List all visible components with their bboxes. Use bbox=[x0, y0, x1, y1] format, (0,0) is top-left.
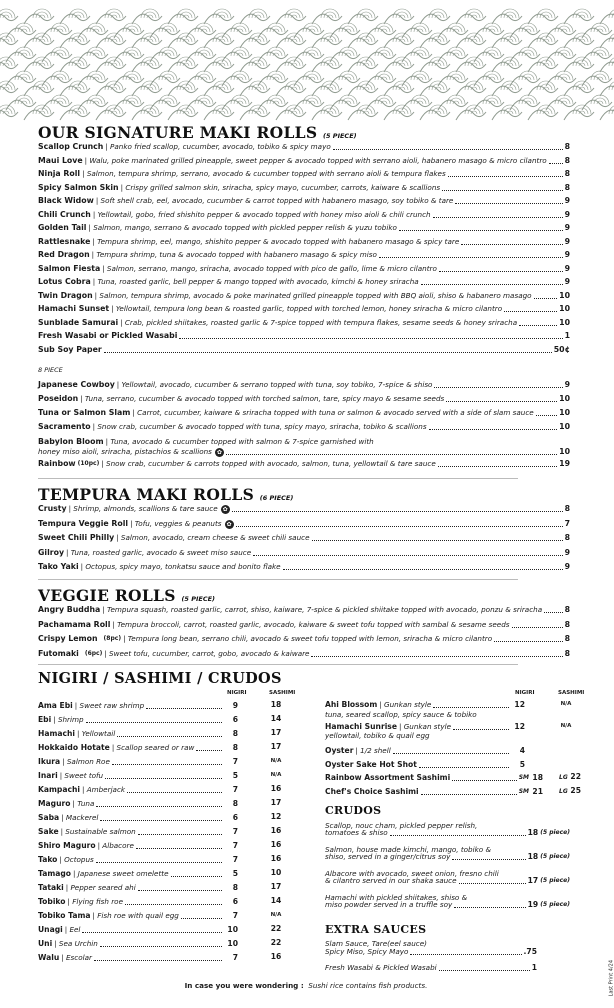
item-name: Ninja Roll bbox=[38, 169, 81, 178]
crudo-item bbox=[325, 851, 570, 862]
item-description: | Fish roe with quail egg bbox=[92, 911, 179, 920]
item-description: | Salmon, avocado, cream cheese & sweet chili sauce bbox=[116, 533, 310, 542]
item-price: 8 bbox=[564, 605, 570, 614]
item-description: | Walu, poke marinated grilled pineapple, sweet pepper & avocado topped with serrano aioli, habanero masago & micro cilantro bbox=[84, 155, 547, 165]
menu-item bbox=[38, 222, 570, 233]
item-price: 10 bbox=[559, 394, 570, 403]
item-name: Hokkaido Hotate bbox=[38, 743, 110, 752]
item-description: | Salmon, serrano, mango, sriracha, avocado topped with pico de gallo, lime & micro cilantro bbox=[102, 263, 437, 273]
piece-count: (5 piece) bbox=[540, 877, 570, 884]
nigiri-item bbox=[38, 896, 238, 907]
item-description: | Crispy grilled salmon skin, sriracha, spicy mayo, cucumber, carrots, kaiware & scallions bbox=[120, 182, 441, 192]
item-price: 9 bbox=[564, 250, 570, 259]
item-name: Scallop Crunch bbox=[38, 142, 104, 151]
nigiri-price: 8 bbox=[232, 883, 238, 892]
item-description: | Shrimp, almonds, scallions & tare sauce bbox=[68, 504, 218, 513]
menu-item-chefs-choice: Chef's Choice Sashimi SM 21 bbox=[325, 787, 543, 796]
item-name: Tamago bbox=[38, 869, 72, 878]
nigiri-price: 5 bbox=[232, 869, 238, 878]
sauce-line-1: Slam Sauce, Tare(eel sauce) bbox=[325, 939, 427, 948]
wave-stroke bbox=[0, 110, 18, 120]
item-name: Ebi bbox=[38, 715, 52, 724]
sashimi-price: 17 bbox=[270, 742, 282, 751]
nigiri-price: 10 bbox=[227, 939, 238, 948]
item-price: 7 bbox=[564, 518, 570, 528]
item-description: | Tofu, veggies & peanuts bbox=[130, 518, 222, 528]
crudo-description: Albacore with avocado, sweet onion, fresno chili bbox=[325, 869, 499, 878]
item-description: | Tuna, roasted garlic, avocado & sweet miso sauce bbox=[66, 547, 252, 557]
item-name: Hamachi bbox=[38, 729, 76, 738]
crudo-description: & cilantro served in our shaka sauce bbox=[325, 876, 457, 885]
item-price: 10 bbox=[559, 304, 570, 313]
menu-item bbox=[38, 561, 570, 572]
item-name: Tempura Veggie Roll bbox=[38, 518, 129, 528]
menu-item bbox=[38, 393, 570, 404]
item-name: Saba bbox=[38, 813, 60, 822]
item-price: 8 bbox=[564, 169, 570, 178]
menu-item bbox=[38, 249, 570, 260]
item-name: Maguro bbox=[38, 799, 71, 808]
item-price: 9 bbox=[564, 562, 570, 571]
menu-item bbox=[38, 263, 570, 274]
sashimi-price: 16 bbox=[270, 826, 282, 835]
spicy-icon: ✿ bbox=[216, 449, 222, 456]
item-description: | Pepper seared ahi bbox=[65, 883, 136, 892]
item-description: | Tempura shrimp, tuna & avocado topped with habanero masago & spicy miso bbox=[91, 250, 377, 259]
item-description: | Sustainable salmon bbox=[60, 827, 136, 836]
menu-item bbox=[38, 421, 570, 432]
sashimi-price: 16 bbox=[270, 784, 282, 793]
menu-item bbox=[38, 619, 570, 630]
menu-item bbox=[38, 209, 570, 220]
menu-item bbox=[38, 503, 570, 514]
menu-item bbox=[38, 303, 570, 314]
nigiri-price: 7 bbox=[232, 757, 238, 766]
item-name: Spicy Salmon Skin bbox=[38, 182, 119, 192]
item-description: | Eel bbox=[64, 925, 81, 934]
sashimi-price: 16 bbox=[270, 840, 282, 849]
item-description: | Yellowtail, gobo, fried shishito pepper & avocado topped with honey miso aioli & chili crunch bbox=[92, 209, 431, 219]
item-name: Gilroy bbox=[38, 547, 65, 557]
piece-count: (6pc) bbox=[84, 649, 103, 657]
wave-stroke bbox=[582, 76, 612, 86]
sashimi-price: N/A bbox=[560, 723, 572, 729]
menu-item bbox=[38, 518, 570, 529]
item-price: 10 bbox=[559, 408, 570, 417]
item-name: Poseidon bbox=[38, 394, 79, 403]
nigiri-item bbox=[38, 840, 238, 851]
crudo-description: miso powder served in a truffle soy bbox=[325, 900, 453, 909]
wave-stroke bbox=[0, 62, 18, 72]
nigiri-heading: NIGIRI / SASHIMI / CRUDOS bbox=[38, 670, 282, 687]
item-name: Sake bbox=[38, 827, 59, 836]
item-description: | Japanese sweet omelette bbox=[73, 869, 169, 878]
crudo-item bbox=[325, 875, 570, 886]
sashimi-price: N/A bbox=[560, 701, 572, 707]
nigiri-item bbox=[38, 826, 238, 837]
nigiri-price: 8 bbox=[232, 729, 238, 738]
eight-piece-label: 8 PIECE bbox=[38, 366, 63, 374]
item-description: | Tuna bbox=[72, 799, 95, 808]
item-price: 8 bbox=[564, 142, 570, 151]
sashimi-price: N/A bbox=[270, 912, 282, 918]
item-description: | Amberjack bbox=[82, 785, 126, 794]
wave-stroke bbox=[600, 62, 614, 72]
menu-item-babylon: Babylon Bloom | Tuna, avocado & cucumber topped with salmon & 7-spice garnished with bbox=[38, 437, 374, 446]
large-price: LG 22 bbox=[559, 772, 581, 781]
ahi-blossom-description: tuna, seared scallop, spicy sauce & tobiko bbox=[325, 710, 477, 719]
menu-item bbox=[38, 182, 570, 193]
sashimi-price: 17 bbox=[270, 882, 282, 891]
menu-item-ahi-blossom: Ahi Blossom | Gunkan style 12 bbox=[325, 700, 525, 709]
crudo-price: 18 bbox=[527, 852, 539, 861]
nigiri-price: 7 bbox=[232, 911, 238, 920]
item-description: | Octopus, spicy mayo, tonkatsu sauce and bonito flake bbox=[80, 562, 281, 571]
item-description: | Albacore bbox=[97, 841, 134, 850]
sashimi-price: 22 bbox=[270, 924, 282, 933]
nigiri-price: 7 bbox=[232, 953, 238, 962]
item-name: Unagi bbox=[38, 925, 63, 934]
item-description: | Sweet tofu, cucumber, carrot, gobo, avocado & kaiware bbox=[104, 648, 310, 658]
nigiri-item bbox=[38, 812, 238, 823]
nigiri-price: 6 bbox=[232, 813, 238, 822]
crudo-item bbox=[325, 899, 570, 910]
item-description: | Tempura long bean, serrano chili, avocado & sweet tofu topped with lemon, sriracha & micro cilantro bbox=[123, 634, 493, 643]
item-description: | Tuna, serrano, cucumber & avocado topped with torched salmon, tare, spicy mayo & sesame seeds bbox=[80, 394, 445, 403]
item-name: Sacramento bbox=[38, 422, 91, 431]
sashimi-price: 14 bbox=[270, 896, 282, 905]
item-description: | Octopus bbox=[59, 855, 94, 864]
item-name: Hamachi Sunset bbox=[38, 304, 110, 313]
item-name: Black Widow bbox=[38, 196, 94, 205]
piece-count: (5 piece) bbox=[540, 829, 570, 836]
menu-item bbox=[38, 633, 570, 644]
wave-banner bbox=[18, 8, 576, 116]
menu-item bbox=[38, 547, 570, 558]
print-date: Last Print 4/24 bbox=[608, 960, 614, 997]
menu-item bbox=[38, 155, 570, 166]
crudo-description: shiso, served in a ginger/citrus soy bbox=[325, 852, 451, 861]
nigiri-item bbox=[38, 868, 238, 879]
item-description: | Yellowtail bbox=[77, 729, 116, 738]
menu-item-babylon-line2: honey miso aioli, sriracha, pistachios & scallions ✿ 10 bbox=[38, 447, 570, 456]
piece-count: (8pc) bbox=[103, 635, 122, 642]
item-name: Shiro Maguro bbox=[38, 841, 96, 850]
menu-item bbox=[38, 330, 570, 341]
wave-stroke bbox=[582, 100, 612, 110]
divider bbox=[38, 478, 518, 479]
sashimi-price: N/A bbox=[270, 758, 282, 764]
sashimi-price: 16 bbox=[270, 952, 282, 961]
item-name: Golden Tail bbox=[38, 223, 87, 232]
nigiri-item bbox=[38, 756, 238, 767]
item-price: 8 bbox=[564, 619, 570, 629]
menu-item bbox=[38, 290, 570, 301]
divider bbox=[38, 664, 518, 665]
nigiri-column-header-right: NIGIRI bbox=[515, 690, 535, 696]
item-price: 9 bbox=[564, 223, 570, 232]
crudo-description: tomatoes & shiso bbox=[325, 828, 388, 837]
item-description: | Tempura shrimp, eel, mango, shishito pepper & avocado topped with habanero masago & spicy tare bbox=[92, 236, 460, 246]
item-price: 8 bbox=[564, 504, 570, 513]
nigiri-price: 7 bbox=[232, 841, 238, 850]
item-description: | Tempura squash, roasted garlic, carrot, shiso, kaiware, 7-spice & pickled shiitake topped with avocado, ponzu & sriracha bbox=[102, 605, 543, 614]
item-description: | Crab, pickled shiitakes, roasted garlic & 7-spice topped with tempura flakes, sesame seeds & honey sriracha bbox=[120, 317, 518, 327]
sashimi-price: 14 bbox=[270, 714, 282, 723]
item-description: | Yellowtail, avocado, cucumber & serrano topped with tuna, soy tobiko, 7-spice & shiso bbox=[116, 380, 433, 389]
item-name: Walu bbox=[38, 953, 60, 962]
item-name: Ikura bbox=[38, 757, 61, 766]
item-price: 9 bbox=[564, 547, 570, 557]
wave-curl bbox=[609, 33, 614, 42]
item-name: Crusty bbox=[38, 504, 67, 513]
item-name: Inari bbox=[38, 771, 58, 780]
nigiri-price: 7 bbox=[232, 855, 238, 864]
wave-stroke bbox=[600, 38, 614, 48]
menu-item bbox=[38, 195, 570, 206]
item-name: Red Dragon bbox=[38, 250, 90, 259]
item-description: | Mackerel bbox=[61, 813, 99, 822]
nigiri-item bbox=[38, 700, 238, 711]
item-name: Crispy Lemon bbox=[38, 634, 98, 643]
item-description: | Soft shell crab, eel, avocado, cucumber & carrot topped with habanero masago, soy tobiko & tare bbox=[95, 196, 454, 205]
menu-item bbox=[38, 532, 570, 543]
item-description: | Flying fish roe bbox=[67, 897, 123, 906]
sauce-line-3: Fresh Wasabi & Pickled Wasabi 1 bbox=[325, 963, 537, 972]
piece-count: (5 piece) bbox=[540, 901, 570, 908]
item-description: | Scallop seared or raw bbox=[111, 743, 195, 752]
sashimi-price: N/A bbox=[270, 772, 282, 778]
wave-curl bbox=[591, 23, 609, 32]
menu-item bbox=[38, 276, 570, 287]
item-name: Fresh Wasabi or Pickled Wasabi bbox=[38, 331, 178, 340]
wave-stroke bbox=[0, 38, 18, 48]
nigiri-price: 7 bbox=[232, 827, 238, 836]
wave-stroke bbox=[582, 52, 612, 62]
item-price: 1 bbox=[564, 331, 570, 340]
hamachi-sunrise-description: yellowtail, tobiko & quail egg bbox=[325, 731, 430, 740]
item-price: 8 bbox=[564, 634, 570, 643]
nigiri-item bbox=[38, 770, 238, 781]
item-name: Rattlesnake bbox=[38, 236, 91, 246]
crudos-heading: CRUDOS bbox=[325, 804, 382, 817]
item-name: Kampachi bbox=[38, 785, 80, 794]
item-price: 8 bbox=[564, 648, 570, 658]
item-name: Twin Dragon bbox=[38, 290, 93, 300]
nigiri-item bbox=[38, 798, 238, 809]
item-description: | Tuna, roasted garlic, bell pepper & mango topped with avocado, kimchi & honey sriracha bbox=[92, 277, 419, 286]
item-description: | Tempura broccoli, carrot, roasted garlic, avocado, kaiware & sweet tofu topped with sambal & sesame seeds bbox=[112, 619, 510, 629]
piece-count: (5 piece) bbox=[540, 853, 570, 860]
item-name: Sub Soy Paper bbox=[38, 344, 102, 354]
item-name: Tataki bbox=[38, 883, 64, 892]
menu-item bbox=[38, 407, 570, 418]
item-price: 9 bbox=[564, 236, 570, 246]
item-name: Tuna or Salmon Slam bbox=[38, 408, 131, 417]
wave-curl bbox=[609, 105, 614, 114]
wave-curl bbox=[609, 81, 614, 90]
item-name: Angry Buddha bbox=[38, 605, 101, 614]
sashimi-price: 22 bbox=[270, 938, 282, 947]
item-price: 10 bbox=[559, 290, 570, 300]
wave-stroke bbox=[0, 86, 18, 96]
large-price: LG 25 bbox=[559, 786, 581, 795]
menu-item bbox=[38, 141, 570, 152]
item-price: 10 bbox=[559, 422, 570, 431]
nigiri-column-header: NIGIRI bbox=[227, 690, 247, 696]
item-description: | Salmon Roe bbox=[62, 757, 110, 766]
wave-stroke bbox=[0, 14, 18, 24]
item-price: 9 bbox=[564, 263, 570, 273]
item-price: 10 bbox=[559, 317, 570, 327]
crudo-description: Scallop, nouc cham, pickled pepper relish, bbox=[325, 821, 478, 830]
menu-item bbox=[38, 168, 570, 179]
menu-item bbox=[38, 379, 570, 390]
nigiri-item bbox=[38, 952, 238, 963]
item-name: Sweet Chili Philly bbox=[38, 533, 115, 542]
wave-illustration bbox=[18, 8, 576, 116]
divider bbox=[38, 579, 518, 580]
item-name: Tako Yaki bbox=[38, 562, 79, 571]
menu-item-oyster-shot: Oyster Sake Hot Shot 5 bbox=[325, 760, 525, 769]
crudo-price: 18 bbox=[527, 828, 539, 837]
item-name: Uni bbox=[38, 939, 53, 948]
wave-stroke bbox=[600, 14, 614, 24]
menu-item-hamachi-sunrise: Hamachi Sunrise | Gunkan style 12 bbox=[325, 722, 525, 731]
menu-item bbox=[38, 344, 570, 355]
item-price: 50¢ bbox=[553, 344, 570, 354]
menu-item bbox=[38, 648, 570, 659]
item-price: 9 bbox=[564, 209, 570, 219]
nigiri-item bbox=[38, 924, 238, 935]
item-name: Tako bbox=[38, 855, 58, 864]
item-name: Salmon Fiesta bbox=[38, 263, 101, 273]
nigiri-price: 5 bbox=[232, 771, 238, 780]
crudo-price: 17 bbox=[527, 876, 539, 885]
nigiri-price: 8 bbox=[232, 743, 238, 752]
menu-item-rainbow: Rainbow (10pc) | Snow crab, cucumber & carrots topped with avocado, salmon, tuna, yellowtail & tare sauce 19 bbox=[38, 459, 570, 468]
sashimi-column-header: SASHIMI bbox=[269, 690, 296, 696]
nigiri-price: 6 bbox=[232, 897, 238, 906]
item-description: | Yellowtail, tempura long bean & roasted garlic, topped with torched lemon, honey sriracha & micro cilantro bbox=[111, 304, 503, 313]
veggie-heading: VEGGIE ROLLS (5 PIECE) bbox=[38, 586, 216, 605]
wave-curl bbox=[609, 9, 614, 18]
wave-curl bbox=[591, 71, 609, 80]
crudo-item bbox=[325, 827, 570, 838]
sashimi-price: 10 bbox=[270, 868, 282, 877]
nigiri-price: 9 bbox=[232, 701, 238, 710]
nigiri-price: 8 bbox=[232, 799, 238, 808]
wave-stroke bbox=[582, 28, 612, 38]
nigiri-price: 10 bbox=[227, 925, 238, 934]
sashimi-price: 17 bbox=[270, 728, 282, 737]
nigiri-item bbox=[38, 938, 238, 949]
sashimi-price: 17 bbox=[270, 798, 282, 807]
item-name: Pachamama Roll bbox=[38, 619, 111, 629]
sashimi-price: 18 bbox=[270, 700, 282, 709]
item-description: | Salmon, mango, serrano & avocado topped with pickled pepper relish & yuzu tobiko bbox=[88, 223, 397, 232]
crudo-description: Salmon, house made kimchi, mango, tobiko & bbox=[325, 845, 492, 854]
item-description: | Sweet tofu bbox=[59, 771, 104, 780]
item-description: | Sweet raw shrimp bbox=[74, 701, 145, 710]
item-description: | Carrot, cucumber, kaiware & sriracha topped with tuna or salmon & avocado served with a side of slam sauce bbox=[132, 408, 534, 417]
wave-stroke bbox=[600, 86, 614, 96]
nigiri-item bbox=[38, 784, 238, 795]
nigiri-item bbox=[38, 714, 238, 725]
nigiri-item bbox=[38, 728, 238, 739]
nigiri-item bbox=[38, 882, 238, 893]
item-name: Maui Love bbox=[38, 155, 83, 165]
nigiri-price: 6 bbox=[232, 715, 238, 724]
nigiri-price: 7 bbox=[232, 785, 238, 794]
item-price: 9 bbox=[564, 380, 570, 389]
item-price: 9 bbox=[564, 277, 570, 286]
item-description: | Salmon, tempura shrimp, avocado & poke marinated grilled pineapple topped with BBQ aioli, shiso & habanero masago bbox=[94, 290, 532, 300]
item-name: Sunblade Samurai bbox=[38, 317, 119, 327]
menu-item-rainbow-sashimi: Rainbow Assortment Sashimi SM 18 bbox=[325, 773, 543, 782]
signature-heading: OUR SIGNATURE MAKI ROLLS (5 PIECE) bbox=[38, 123, 357, 142]
menu-item-oyster: Oyster | 1/2 shell 4 bbox=[325, 746, 525, 755]
wave-curl bbox=[609, 57, 614, 66]
footer-note: In case you were wondering : Sushi rice contains fish products. bbox=[184, 981, 428, 990]
wave-curl bbox=[591, 47, 609, 56]
item-name: Lotus Cobra bbox=[38, 277, 91, 286]
item-name: Tobiko bbox=[38, 897, 66, 906]
item-name: Ama Ebi bbox=[38, 701, 73, 710]
menu-item bbox=[38, 317, 570, 328]
spicy-icon: ✿ bbox=[226, 520, 232, 528]
extra-sauces-heading: EXTRA SAUCES bbox=[325, 923, 427, 936]
crudo-price: 19 bbox=[527, 900, 539, 909]
nigiri-item bbox=[38, 854, 238, 865]
item-name: Japanese Cowboy bbox=[38, 380, 115, 389]
item-name: Futomaki bbox=[38, 648, 79, 658]
item-description: | Shrimp bbox=[53, 715, 84, 724]
sashimi-column-header-right: SASHIMI bbox=[558, 690, 585, 696]
menu-item bbox=[38, 604, 570, 615]
item-price: 8 bbox=[564, 155, 570, 165]
item-description: | Escolar bbox=[61, 953, 92, 962]
crudo-description: Hamachi with pickled shiitakes, shiso & bbox=[325, 893, 468, 902]
menu-item bbox=[38, 236, 570, 247]
item-price: 9 bbox=[564, 196, 570, 205]
sashimi-price: 16 bbox=[270, 854, 282, 863]
sashimi-price: 12 bbox=[270, 812, 282, 821]
item-price: 8 bbox=[564, 533, 570, 542]
wave-stroke bbox=[600, 110, 614, 120]
tempura-heading: TEMPURA MAKI ROLLS (6 PIECE) bbox=[38, 485, 294, 504]
nigiri-item bbox=[38, 742, 238, 753]
item-description: | Sea Urchin bbox=[54, 939, 98, 948]
item-name: Tobiko Tama bbox=[38, 911, 91, 920]
wave-curl bbox=[591, 95, 609, 104]
item-description: | Panko fried scallop, cucumber, avocado, tobiko & spicy mayo bbox=[105, 142, 331, 151]
spicy-icon: ✿ bbox=[222, 506, 228, 513]
nigiri-item bbox=[38, 910, 238, 921]
item-name: Chili Crunch bbox=[38, 209, 91, 219]
item-price: 8 bbox=[564, 182, 570, 192]
sauce-line-2: Spicy Miso, Spicy Mayo .75 bbox=[325, 947, 537, 956]
item-description: | Snow crab, cucumber & avocado topped with tuna, spicy mayo, sriracha, tobiko & scallions bbox=[92, 422, 427, 431]
item-description: | Salmon, tempura shrimp, serrano, avocado & cucumber topped with serrano aioli & tempura flakes bbox=[82, 169, 446, 178]
